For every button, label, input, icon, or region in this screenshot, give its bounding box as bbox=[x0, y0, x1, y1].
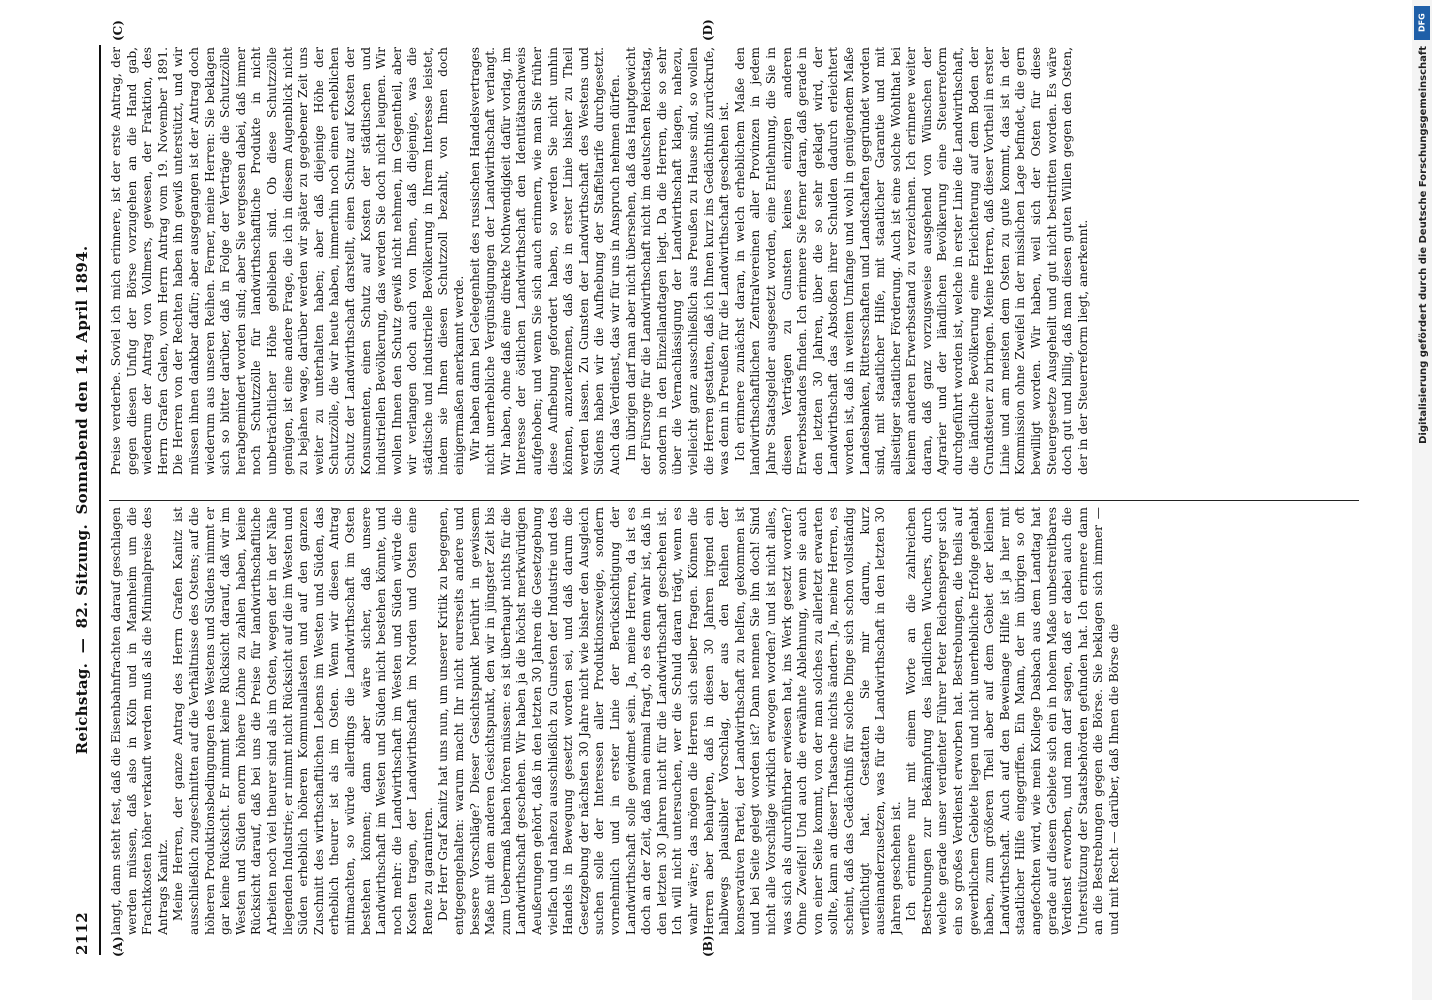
left-text-column bbox=[109, 507, 1359, 935]
page-header bbox=[69, 45, 95, 955]
right-text-column bbox=[109, 47, 1359, 475]
session-label: 82. Sitzung. bbox=[73, 524, 91, 629]
dfg-logo: DFG bbox=[1414, 6, 1430, 40]
paragraph: Meine Herren, der ganze Antrag des Herrn Grafen Kanitz ist ausschließlich zugeschnitten auf die Verhältnisse des Ostens; auf die höheren Produktionsbedingungen des Westens und Südens nimmt er gar keine Rücksicht. Er nimmt keine Rücksicht darauf, daß wir im Westen und Süden enorm höhere Löhne zu zahlen haben, keine Rücksicht darauf, daß bei uns die Preise für landwirthschaftliche Arbeiten noch viel theurer sind als im Osten, wegen der in der Nähe liegenden Industrie; er nimmt nicht Rücksicht auf die im Westen und Süden erheblich höheren Kommunallasten und auf den ganzen Zuschnitt des wirthschaftlichen Lebens im Westen und Süden, das erheblich theurer ist als im Osten. Wenn wir diesen Antrag mitmachten, so würde allerdings die Landwirthschaft im Osten bestehen können; dann aber wäre sicher, daß unsere Landwirthschaft im Westen und Süden nicht bestehen könnte, und noch mehr: die Landwirthschaft im Westen und Süden würde die Kosten tragen, der Landwirthschaft im Norden und Osten eine Rente zu garantiren. bbox=[171, 507, 435, 935]
paragraph: Im übrigen darf man aber nicht übersehen, daß das Hauptgewicht der Fürsorge für die Landwirthschaft nicht im deutschen Reichstag, sondern in den Einzellandtagen liegt. Da die Herren, die so sehr über die Vernachlässigung der Landwirthschaft klagen, nahezu, vielleicht ganz ausschließlich aus Preußen zu Hause sind, so wollen die Herren gestatten, daß ich Ihnen kurz ins Gedächtniß zurückrufe, was denn in Preußen für die Landwirthschaft geschehen ist. bbox=[623, 47, 732, 475]
paragraph: Ich erinnere zunächst daran, in welch erheblichem Maße den landwirthschaftlichen Zentralvereinen aller Provinzen in jedem Jahre Staatsgelder ausgesetzt worden, eine Entlehnung, die Sie in diesen Verträgen zu Gunsten keines einzigen anderen Erwerbsstandes finden. Ich erinnere Sie ferner daran, daß gerade in den letzten 30 Jahren, über die so sehr geklagt wird, der Landwirthschaft das Abstoßen ihrer Schulden dadurch erleichtert worden ist, daß in weitem Umfange und wohl in genügendem Maße Landesbanken, Rittersschaften und Landschaften gegründet worden sind, mit staatlicher Hilfe, mit staatlicher Garantie und mit allseitiger staatlicher Förderung. Auch ist eine solche Wohlthat bei keinem anderen Erwerbsstand zu verzeichnen. Ich erinnere weiter daran, daß ganz vorzugsweise ausgehend von Wünschen der Agrarier und der ländlichen Bevölkerung eine Steuerreform durchgeführt worden ist, welche in erster Linie die Landwirthschaft, die ländliche Bevölkerung eine Erleichterung auf dem Boden der Grundsteuer zu bringen. Meine Herren, daß dieser Vortheil in erster Linie und am meisten dem Osten zu gute kommt, das ist in der Kommission ohne Zweifel in der misslichen Lage befindet, die gern bewilligt worden. Wir haben, weil sich der Osten für diese Steuergesetze Ausgeheilt und gut nicht bestritten worden. Es wäre doch gut und billig, daß man diesen guten Willen gegen den Osten, der in der Steuerreform liegt, anerkennt. bbox=[732, 47, 1090, 475]
paragraph: Preise verderbe. Soviel ich mich erinnere, ist der erste Antrag, der gegen diesen Unfug der Börse vorzugehen an die Hand gab, wiederum der Antrag von Vollmers, gewesen, der Fraktion, des Herrn Grafen Galen, vom Herrn Antrag vom 19. November 1891. Die Herren von der Rechten haben ihn gewiß unterstützt, und wir müssen ihnen dankbar dafür; aber ausgegangen ist der Antrag doch wiederum aus unseren Reihen. Ferner, meine Herren: Sie beklagen sich so bitter darüber, daß in Folge der Verträge die Schutzzölle herabgemindert worden sind; aber Sie vergessen dabei, daß immer noch Schutzzölle für landwirthschaftliche Produkte in nicht unbeträchtlicher Höhe geblieben sind. Ob diese Schutzzölle genügen, ist eine andere Frage, die ich in diesem Augenblick nicht zu bejahen wage, darüber werden wir später zu gegebener Zeit uns weiter zu unterhalten haben; aber daß diejenige Höhe der Schutzzölle, die wir heute haben, immerhin noch einen erheblichen Schutz der Landwirthschaft darstellt, einen Schutz auf Kosten der Konsumenten, einen Schutz auf Kosten der städtischen und industriellen Bevölkerung, das werden Sie doch nicht leugnen. Wir wollen Ihnen den Schutz gewiß nicht nehmen, im Gegentheil, aber wir verlangen doch auch von Ihnen, daß diejenige, was die städtische und industrielle Bevölkerung in Ihrem Interesse leistet, indem sie Ihnen diesen Schutzzoll bezahlt, von Ihnen doch einigermaßen anerkannt werde. bbox=[109, 47, 467, 475]
paragraph: Wir haben dann bei Gelegenheit des russischen Handelsvertrages nicht unerhebliche Vergünstigungen der Landwirthschaft verlangt. Wir haben, ohne daß eine direkte Nothwendigkeit dafür vorlag, im Interesse der östlichen Landwirthschaft den Identitätsnachweis aufgehoben; und wenn Sie sich auch erinnern, wie man Sie früher diese Aufhebung gefordert haben, so werden Sie nicht umhin können, anzuerkennen, daß das in erster Linie bisher zu Theil werden lassen. Zu Gunsten der Landwirthschaft des Westens und Südens haben wir die Aufhebung der Staffeltarife durchgesetzt. Auch das Verdienst, das wir für uns in Anspruch nehmen dürfen. bbox=[467, 47, 622, 475]
rotated-document-page bbox=[51, 19, 1381, 975]
paragraph: langt, dann steht fest, daß die Eisenbahnfrachten darauf geschlagen werden müssen, daß also in Köln und in Mannheim um die Frachtkosten höher verkauft werden muß als die Minimalpreise des Antrags Kanitz. bbox=[109, 507, 170, 935]
paragraph: Der Herr Graf Kanitz hat uns nun, um unserer Kritik zu begegnen, entgegengehalten: warum macht Ihr nicht eurerseits andere und bessere Vorschläge? Dieser Gesichtspunkt berührt in gewissem Maße mit dem anderen Gesichtspunkt, den wir in jüngster Zeit bis zum Uebermaß haben hören müssen: es ist überhaupt nichts für die Landwirthschaft geschehen. Wir haben ja die höchst merkwürdigen Aeußerungen gehört, daß in den letzten 30 Jahren die Gesetzgebung vielfach und nahezu ausschließlich zu Gunsten der Industrie und des Handels in Bewegung gesetzt worden sei, und daß darum die Gesetzgebung der nächsten 30 Jahre nicht wie bisher den Ausgleich suchen solle der Interessen aller Produktionszweige, sondern vornehmlich und in erster Linie der Berücksichtigung der Landwirthschaft solle gewidmet sein. Ja, meine Herren, da ist es doch an der Zeit, daß man einmal fragt, ob es denn wahr ist, daß in den letzten 30 Jahren nicht für die Landwirthschaft geschehen ist. Ich will nicht untersuchen, wer die Schuld daran trägt, wenn es wahr wäre; das mögen die Herren sich selber fragen. Können die Herren aber behaupten, daß in diesen 30 Jahren irgend ein halbwegs plausibler Vorschlag, der aus den Reihen der konservativen Partei, der Landwirthschaft zu helfen, gekommen ist und bei Seite gelegt worden ist? Dann nennen Sie ihn doch! Sind nicht alle Vorschläge wirklich erwogen worden? und ist nicht alles, was sich als durchführbar erwiesen hat, ins Werk gesetzt worden? Ohne Zweifel! Und auch die erwähnte Ablehnung, wenn sie auch von einer Seite kommt, von der man solches zu allerletzt erwarten sollte, kann an dieser Thatsache nichts ändern. Ja, meine Herren, es scheint, daß das Gedächtniß für solche Dinge sich schon vollständig verflüchtigt hat. Gestatten Sie mir darum, kurz auseinanderzusetzen, was für die Landwirthschaft in den letzten 30 Jahren geschehen ist. bbox=[436, 507, 903, 935]
column-divider bbox=[109, 500, 1359, 501]
header-rule bbox=[99, 45, 101, 955]
running-head bbox=[73, 45, 91, 955]
page-number: 2112 bbox=[73, 912, 91, 955]
margin-marker-c: (C) bbox=[111, 20, 125, 41]
paragraph: Ich erinnere nur mit einem Worte an die zahlreichen Bestrebungen zur Bekämpfung des ländlichen Wuchers, durch welche gerade unser verdienter Führer Peter Reichensperger sich ein so großes Verdienst erworben hat. Bestrebungen, die theils auf gewerblichem Gebiete liegen und nicht unerhebliche Erfolge gehabt haben, zum größeren Theil aber auf dem Gebiet der kleinen Landwirthschaft. Auch auf den Beweinage Hilfe ist ja hier mit staatlicher Hilfe eingegriffen. Ein Mann, der im übrigen so oft angefochten wird, wie mein Kollege Dasbach aus dem Landtag hat gerade auf diesem Gebiete sich ein in hohem Maße unbestreitbares Verdienst erworben, und man darf sagen, daß er dabei auch die Unterstützung der Staatsbehörden gefunden hat. Ich erinnere dann an die Bestrebungen gegen die Börse. Sie beklagen sich immer — und mit Recht — darüber, daß Ihnen die Börse die bbox=[904, 507, 1121, 935]
margin-marker-a: (A) bbox=[111, 936, 125, 957]
session-date: Sonnabend den 14. April 1894. bbox=[73, 245, 91, 515]
funding-credit: Digitalisierung gefördert durch die Deutsche Forschungsgemeinschaft bbox=[1418, 46, 1429, 444]
digitization-sidebar bbox=[1412, 0, 1432, 1000]
header-dash: — bbox=[73, 637, 91, 654]
margin-marker-d: (D) bbox=[701, 19, 715, 41]
margin-marker-b: (B) bbox=[701, 935, 715, 957]
publication-name: Reichstag. bbox=[73, 662, 91, 755]
